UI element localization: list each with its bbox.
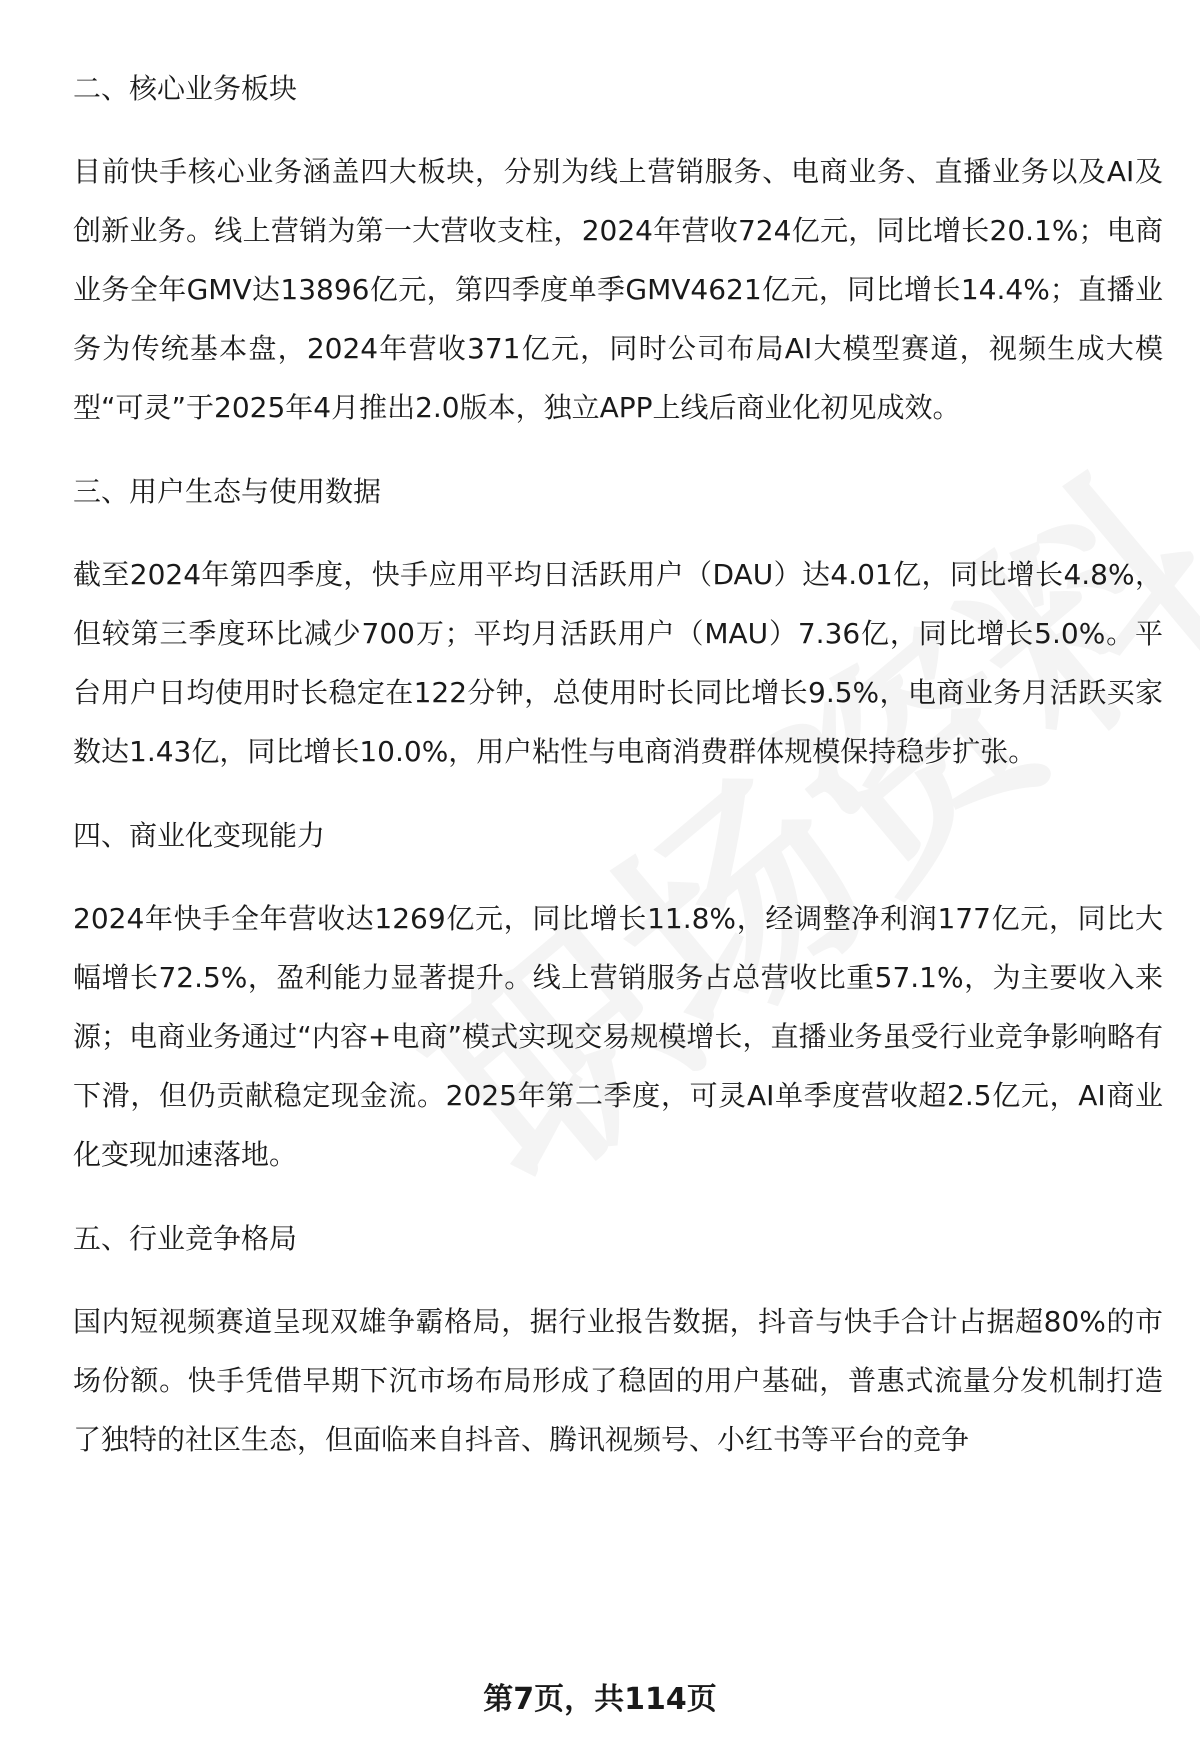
- section-heading-2: 二、核心业务板块: [73, 72, 298, 105]
- document-body: [73, 60, 1163, 1495]
- section-paragraph-4: 2024年快手全年营收达1269亿元，同比增长11.8%，经调整净利润177亿元，同比大幅增长72.5%，盈利能力显著提升。线上营销服务占总营收比重57.1%，为主要收入来源；电商业务通过“内容+电商”模式实现交易规模增长，直播业务虽受行业竞争影响略有下滑，但仍贡献稳定现金流。2025年第二季度，可灵AI单季度营收超2.5亿元，AI商业化变现加速落地。: [73, 902, 1163, 1171]
- section-heading-5: 五、行业竞争格局: [73, 1222, 298, 1255]
- section-heading-3: 三、用户生态与使用数据: [73, 475, 382, 508]
- page-number: 第7页，共114页: [483, 1682, 717, 1717]
- section-paragraph-3: 截至2024年第四季度，快手应用平均日活跃用户（DAU）达4.01亿，同比增长4.8%，但较第三季度环比减少700万；平均月活跃用户（MAU）7.36亿，同比增长5.0%。平台用户日均使用时长稳定在122分钟，总使用时长同比增长9.5%，电商业务月活跃买家数达1.43亿，同比增长10.0%，用户粘性与电商消费群体规模保持稳步扩张。: [73, 558, 1163, 768]
- section-paragraph-2: 目前快手核心业务涵盖四大板块，分别为线上营销服务、电商业务、直播业务以及AI及创新业务。线上营销为第一大营收支柱，2024年营收724亿元，同比增长20.1%；电商业务全年GMV达13896亿元，第四季度单季GMV4621亿元，同比增长14.4%；直播业务为传统基本盘，2024年营收371亿元，同时公司布局AI大模型赛道，视频生成大模型“可灵”于2025年4月推出2.0版本，独立APP上线后商业化初见成效。: [73, 155, 1163, 424]
- section-heading-4: 四、商业化变现能力: [73, 819, 326, 852]
- section-paragraph-5: 国内短视频赛道呈现双雄争霸格局，据行业报告数据，抖音与快手合计占据超80%的市场份额。快手凭借早期下沉市场布局形成了稳固的用户基础，普惠式流量分发机制打造了独特的社区生态，但面临来自抖音、腾讯视频号、小红书等平台的竞争: [73, 1305, 1163, 1456]
